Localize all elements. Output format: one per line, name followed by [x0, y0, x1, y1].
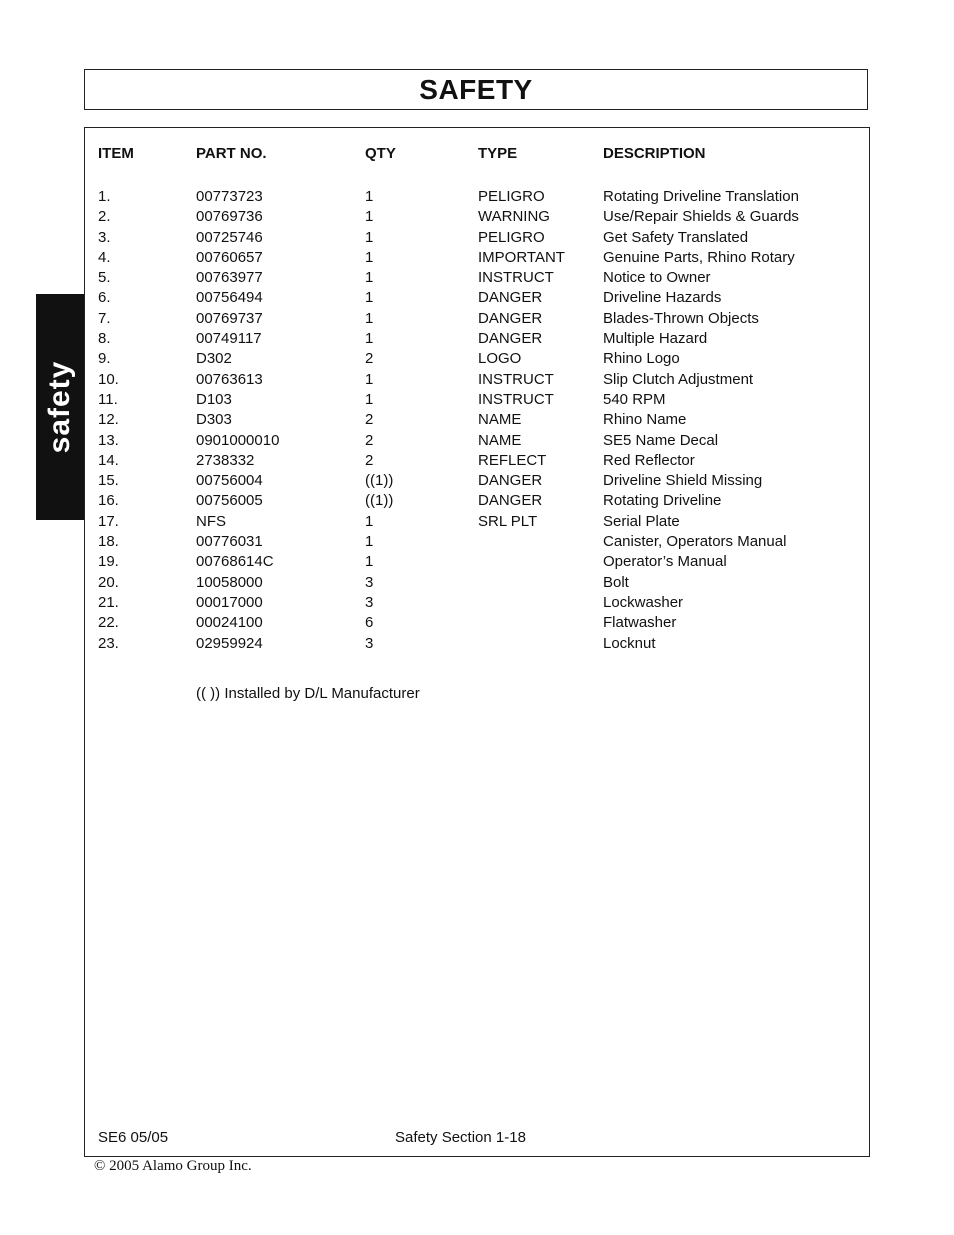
- table-row: [85, 349, 869, 369]
- cell-description: Serial Plate: [603, 512, 680, 530]
- side-section-tab: [36, 294, 84, 520]
- table-row: [85, 634, 869, 654]
- cell-qty: 1: [365, 289, 374, 307]
- cell-type: DANGER: [478, 330, 543, 348]
- cell-item: 17.: [98, 512, 119, 530]
- table-row: [85, 207, 869, 227]
- cell-qty: 3: [365, 634, 374, 652]
- table-row: [85, 309, 869, 329]
- cell-type: INSTRUCT: [478, 390, 554, 408]
- cell-item: 23.: [98, 634, 119, 652]
- cell-part-no: D303: [196, 411, 232, 429]
- cell-part-no: 0901000010: [196, 431, 280, 449]
- table-row: [85, 268, 869, 288]
- parts-table-box: [84, 127, 870, 1157]
- cell-description: Notice to Owner: [603, 269, 711, 287]
- cell-item: 6.: [98, 289, 111, 307]
- cell-qty: 2: [365, 451, 374, 469]
- cell-part-no: 00749117: [196, 330, 262, 348]
- cell-type: WARNING: [478, 208, 550, 226]
- cell-item: 12.: [98, 411, 119, 429]
- cell-description: Rhino Logo: [603, 350, 680, 368]
- table-row: [85, 491, 869, 511]
- table-row: [85, 532, 869, 552]
- cell-item: 2.: [98, 208, 111, 226]
- cell-type: INSTRUCT: [478, 370, 554, 388]
- parts-table-body: [85, 187, 869, 654]
- cell-part-no: 00773723: [196, 188, 263, 205]
- cell-part-no: D103: [196, 390, 232, 408]
- cell-qty: 3: [365, 593, 374, 611]
- cell-description: Bolt: [603, 573, 629, 591]
- cell-qty: 2: [365, 431, 374, 449]
- cell-description: Slip Clutch Adjustment: [603, 370, 754, 388]
- table-row: [85, 613, 869, 633]
- footer-section: Safety Section 1-18: [395, 1129, 526, 1146]
- cell-qty: 1: [365, 269, 374, 287]
- table-row: [85, 187, 869, 207]
- cell-qty: 1: [365, 553, 374, 571]
- cell-item: 20.: [98, 573, 119, 591]
- cell-description: Use/Repair Shields & Guards: [603, 208, 799, 226]
- cell-item: 3.: [98, 228, 111, 246]
- cell-description: Genuine Parts, Rhino Rotary: [603, 248, 795, 266]
- cell-item: 22.: [98, 614, 119, 632]
- cell-description: Get Safety Translated: [603, 228, 749, 246]
- cell-type: DANGER: [478, 309, 543, 327]
- table-row: [85, 471, 869, 491]
- table-row: [85, 512, 869, 532]
- table-row: [85, 329, 869, 349]
- cell-description: Lockwasher: [603, 593, 684, 611]
- cell-item: 1.: [98, 188, 111, 205]
- cell-description: Rotating Driveline Translation: [603, 188, 799, 205]
- table-row: [85, 431, 869, 451]
- table-row: [85, 228, 869, 248]
- cell-description: Red Reflector: [603, 451, 695, 469]
- cell-item: 16.: [98, 492, 119, 510]
- cell-description: Driveline Hazards: [603, 289, 722, 307]
- table-row: [85, 552, 869, 572]
- cell-part-no: 00725746: [196, 228, 263, 246]
- page-title: SAFETY: [419, 73, 533, 105]
- cell-qty: 1: [365, 208, 374, 226]
- cell-description: SE5 Name Decal: [603, 431, 719, 449]
- table-row: [85, 410, 869, 430]
- cell-part-no: 00017000: [196, 593, 263, 611]
- cell-qty: 1: [365, 228, 374, 246]
- cell-description: Driveline Shield Missing: [603, 472, 763, 490]
- cell-part-no: 2738332: [196, 451, 255, 469]
- cell-part-no: 02959924: [196, 634, 263, 652]
- cell-part-no: 00763613: [196, 370, 263, 388]
- table-row: [85, 288, 869, 308]
- table-row: [85, 573, 869, 593]
- cell-item: 21.: [98, 593, 119, 611]
- cell-qty: 1: [365, 390, 374, 408]
- cell-part-no: 00756005: [196, 492, 263, 510]
- cell-item: 4.: [98, 248, 111, 266]
- header-part-no: PART NO.: [196, 145, 267, 162]
- cell-description: 540 RPM: [603, 390, 666, 408]
- cell-part-no: 00776031: [196, 533, 263, 551]
- cell-qty: 1: [365, 188, 374, 205]
- cell-type: LOGO: [478, 350, 522, 368]
- cell-description: Rotating Driveline: [603, 492, 722, 510]
- cell-description: Locknut: [603, 634, 656, 652]
- cell-item: 14.: [98, 451, 119, 469]
- cell-part-no: 00756494: [196, 289, 263, 307]
- cell-type: DANGER: [478, 492, 543, 510]
- cell-item: 18.: [98, 533, 119, 551]
- header-type: TYPE: [478, 145, 518, 162]
- cell-item: 5.: [98, 269, 111, 287]
- table-row: [85, 248, 869, 268]
- cell-type: NAME: [478, 411, 522, 429]
- cell-item: 9.: [98, 350, 111, 368]
- cell-qty: 2: [365, 350, 374, 368]
- side-tab-label: safety: [43, 360, 76, 454]
- footer-doc-code: SE6 05/05: [98, 1129, 169, 1146]
- cell-type: PELIGRO: [478, 188, 545, 205]
- cell-qty: 1: [365, 512, 374, 530]
- cell-description: Flatwasher: [603, 614, 677, 632]
- cell-item: 11.: [98, 390, 118, 408]
- cell-type: PELIGRO: [478, 228, 545, 246]
- cell-item: 13.: [98, 431, 119, 449]
- cell-part-no: 00768614C: [196, 553, 274, 571]
- page-title-box: [84, 69, 868, 110]
- cell-qty: 2: [365, 411, 374, 429]
- cell-item: 15.: [98, 472, 119, 490]
- header-qty: QTY: [365, 145, 396, 162]
- header-description: DESCRIPTION: [603, 145, 706, 162]
- cell-part-no: 00769737: [196, 309, 263, 327]
- cell-part-no: 00763977: [196, 269, 263, 287]
- cell-part-no: 00760657: [196, 248, 263, 266]
- cell-qty: 1: [365, 533, 374, 551]
- cell-type: NAME: [478, 431, 522, 449]
- cell-qty: ((1)): [365, 492, 394, 510]
- cell-qty: 3: [365, 573, 374, 591]
- cell-item: 7.: [98, 309, 111, 327]
- cell-qty: ((1)): [365, 472, 394, 490]
- cell-type: INSTRUCT: [478, 269, 554, 287]
- cell-type: SRL PLT: [478, 512, 538, 530]
- table-row: [85, 451, 869, 471]
- table-row: [85, 390, 869, 410]
- cell-type: IMPORTANT: [478, 248, 565, 266]
- cell-qty: 1: [365, 370, 374, 388]
- cell-qty: 6: [365, 614, 374, 632]
- cell-qty: 1: [365, 248, 374, 266]
- cell-description: Rhino Name: [603, 411, 687, 429]
- cell-part-no: NFS: [196, 512, 226, 530]
- cell-description: Canister, Operators Manual: [603, 533, 787, 551]
- cell-part-no: 00769736: [196, 208, 263, 226]
- cell-item: 8.: [98, 330, 111, 348]
- cell-part-no: 00756004: [196, 472, 263, 490]
- header-item: ITEM: [98, 145, 134, 162]
- cell-description: Blades-Thrown Objects: [603, 309, 759, 327]
- cell-type: DANGER: [478, 289, 543, 307]
- cell-type: REFLECT: [478, 451, 547, 469]
- copyright: © 2005 Alamo Group Inc.: [94, 1158, 252, 1174]
- cell-qty: 1: [365, 330, 374, 348]
- installed-note: (( )) Installed by D/L Manufacturer: [196, 685, 420, 702]
- table-row: [85, 370, 869, 390]
- cell-part-no: 10058000: [196, 573, 263, 591]
- cell-qty: 1: [365, 309, 374, 327]
- cell-part-no: 00024100: [196, 614, 263, 632]
- table-row: [85, 593, 869, 613]
- cell-type: DANGER: [478, 472, 543, 490]
- cell-item: 19.: [98, 553, 119, 571]
- cell-description: Operator’s Manual: [603, 553, 727, 571]
- cell-item: 10.: [98, 370, 119, 388]
- cell-description: Multiple Hazard: [603, 330, 708, 348]
- cell-part-no: D302: [196, 350, 232, 368]
